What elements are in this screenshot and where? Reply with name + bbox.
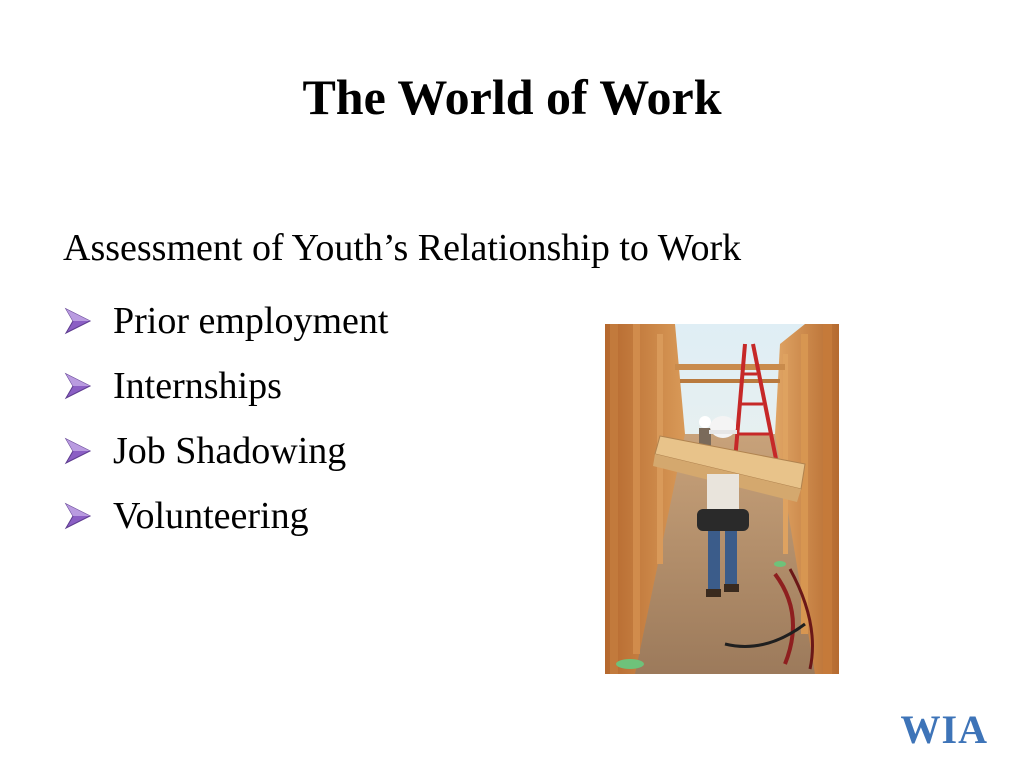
slide-title: The World of Work	[302, 69, 722, 125]
arrow-bullet-icon	[63, 371, 93, 401]
slide-subtitle: Assessment of Youth’s Relationship to Work	[63, 227, 742, 269]
bullet-label: Volunteering	[113, 494, 309, 537]
arrow-bullet-icon	[63, 436, 93, 466]
wia-logo: WIA	[900, 707, 988, 752]
bullet-list	[63, 288, 388, 548]
bullet-label: Prior employment	[113, 299, 389, 342]
arrow-bullet-icon	[63, 501, 93, 531]
arrow-bullet-icon	[63, 306, 93, 336]
bullet-label: Job Shadowing	[113, 429, 347, 472]
construction-worker-photo	[605, 324, 839, 674]
bullet-item	[63, 418, 388, 483]
bullet-label: Internships	[113, 364, 282, 407]
bullet-item	[63, 288, 388, 353]
bullet-item	[63, 483, 388, 548]
bullet-item	[63, 353, 388, 418]
